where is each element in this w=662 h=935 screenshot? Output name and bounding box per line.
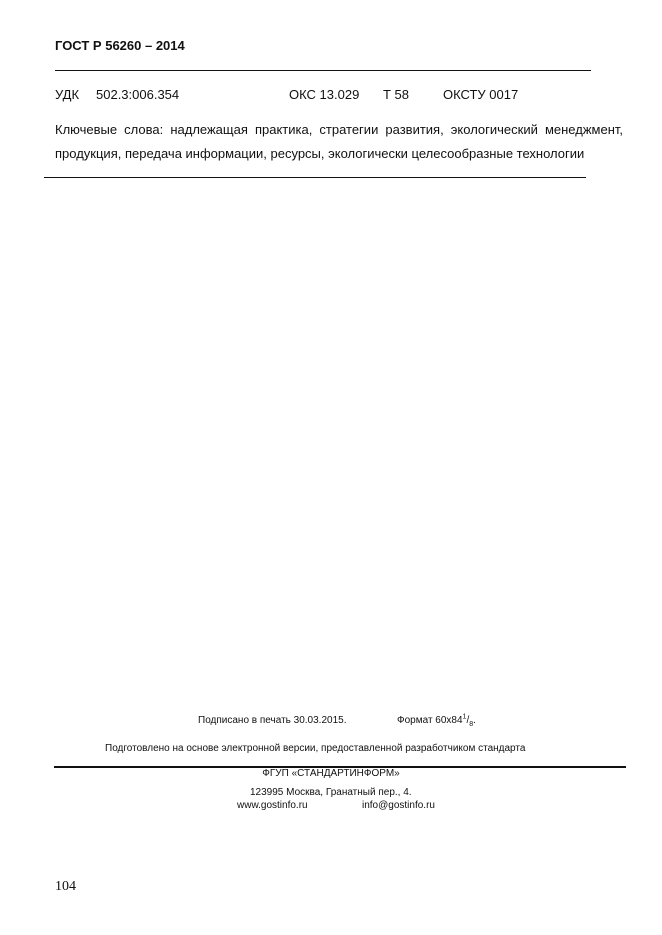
prepared-note: Подготовлено на основе электронной версии, предоставленной разработчиком стандарта <box>105 743 526 754</box>
format-label: Формат 60x84 <box>397 715 463 726</box>
header-rule <box>55 70 591 71</box>
t-code: Т 58 <box>383 87 410 102</box>
page-number: 104 <box>55 879 76 894</box>
udk-value: 502.3:006.354 <box>96 87 180 102</box>
format-end: . <box>473 715 476 726</box>
oks-code: ОКС 13.029 <box>289 87 360 102</box>
format-numerator: 1 <box>462 713 467 721</box>
signed-date: Подписано в печать 30.03.2015. <box>198 715 347 726</box>
publisher-website: www.gostinfo.ru <box>237 800 308 811</box>
keywords-line-1: Ключевые слова: надлежащая практика, стратегии развития, экологический менеджмент, <box>55 122 623 137</box>
paper-format <box>397 715 476 726</box>
publisher-name: ФГУП «СТАНДАРТИНФОРМ» <box>262 768 400 779</box>
keywords-line-2: продукция, передача информации, ресурсы, экологически целесообразные технологии <box>55 146 585 161</box>
udk-label: УДК <box>55 87 80 102</box>
keywords-rule <box>44 177 586 178</box>
publisher-email: info@gostinfo.ru <box>362 800 435 811</box>
publisher-address: 123995 Москва, Гранатный пер., 4. <box>250 787 412 798</box>
format-denominator: 8 <box>469 721 474 728</box>
standard-title: ГОСТ Р 56260 – 2014 <box>55 38 185 53</box>
okstu-code: ОКСТУ 0017 <box>443 87 519 102</box>
format-slash: / <box>466 715 470 726</box>
